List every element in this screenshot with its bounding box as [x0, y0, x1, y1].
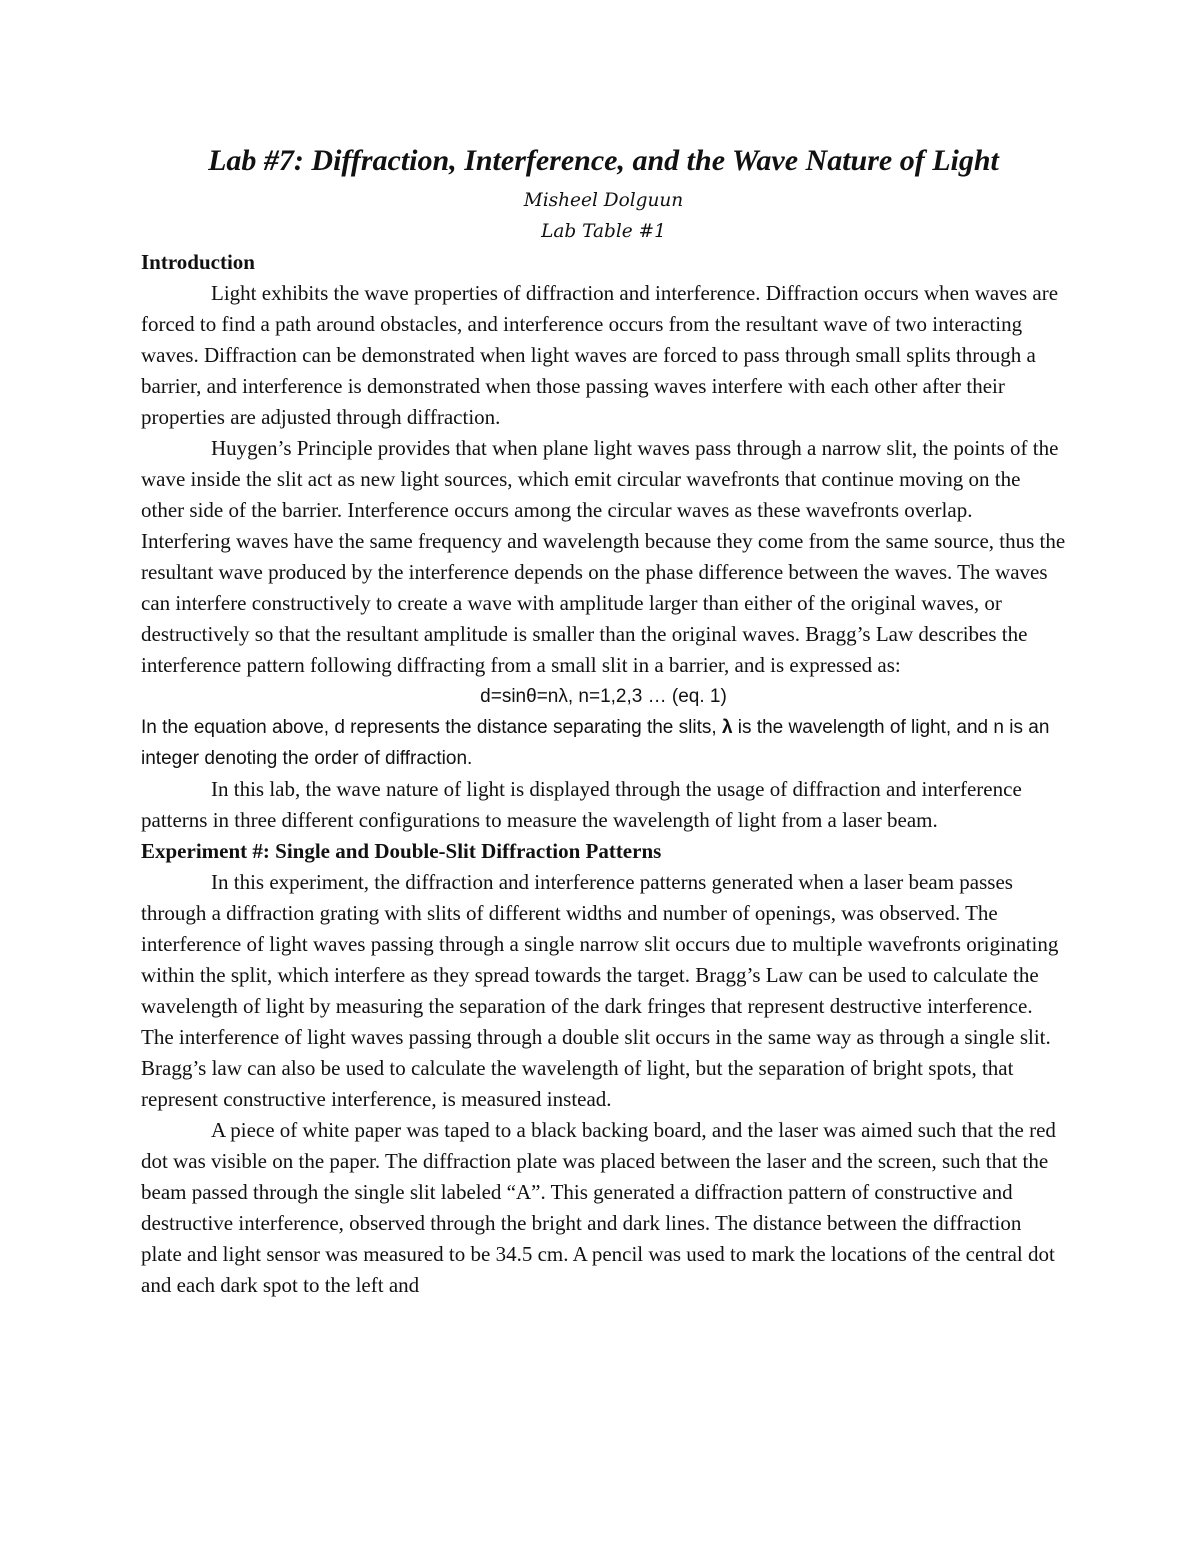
- introduction-heading: Introduction: [141, 250, 255, 274]
- equation-explanation-end: is the wavelength of light, and n is an integer denoting the order of diffraction.: [141, 717, 1050, 769]
- lambda-symbol: λ: [721, 717, 733, 738]
- experiment-paragraph-2: A piece of white paper was taped to a black backing board, and the laser was aimed such that the red dot was visible on the paper. The diffraction plate was placed between the laser and the screen, such that the beam passed through the single slit labeled “A”. This generated a diffraction pattern of constructive and destructive interference, observed through the bright and dark lines. The distance between the diffraction plate and light sensor was measured to be 34.5 cm. A pencil was used to mark the locations of the central dot and each dark spot to the left and: [141, 1118, 1056, 1297]
- introduction-paragraph-2: Huygen’s Principle provides that when plane light waves pass through a narrow slit, the points of the wave inside the slit act as new light sources, which emit circular wavefronts that continue moving on the other side of the barrier. Interference occurs among the circular waves as these wavefronts overlap. Interfering waves have the same frequency and wavelength because they come from the same source, thus the resultant wave produced by the interference depends on the phase difference between the waves. The waves can interfere constructively to create a wave with amplitude larger than either of the original waves, or destructively so that the resultant amplitude is smaller than the original waves. Bragg’s Law describes the interference pattern following diffracting from a small slit in a barrier, and is expressed as:: [141, 436, 1066, 677]
- equation-explanation: [141, 712, 1066, 774]
- document-title: Lab #7: Diffraction, Interference, and the Wave Nature of Light: [208, 144, 999, 177]
- author-name: Misheel Dolguun: [523, 190, 684, 211]
- experiment-paragraph-1: In this experiment, the diffraction and interference patterns generated when a laser beam passes through a diffraction grating with slits of different widths and number of openings, was observed. The interference of light waves passing through a single narrow slit occurs due to multiple wavefronts originating within the split, which interfere as they spread towards the target. Bragg’s Law can be used to calculate the wavelength of light by measuring the separation of the dark fringes that represent destructive interference. The interference of light waves passing through a double slit occurs in the same way as through a single slit. Bragg’s law can also be used to calculate the wavelength of light, but the separation of bright spots, that represent constructive interference, is measured instead.: [141, 870, 1059, 1111]
- document-content: [141, 143, 1066, 1301]
- introduction-paragraph-3: In this lab, the wave nature of light is displayed through the usage of diffraction and interference patterns in three different configurations to measure the wavelength of light from a laser beam.: [141, 777, 1022, 832]
- lab-table: Lab Table #1: [541, 221, 666, 242]
- bragg-equation: d=sinθ=nλ, n=1,2,3 … (eq. 1): [480, 686, 727, 707]
- experiment-heading: Experiment #: Single and Double-Slit Diffraction Patterns: [141, 839, 662, 863]
- introduction-paragraph-1: Light exhibits the wave properties of diffraction and interference. Diffraction occurs when waves are forced to find a path around obstacles, and interference occurs from the resultant wave of two interacting waves. Diffraction can be demonstrated when light waves are forced to pass through small splits through a barrier, and interference is demonstrated when those passing waves interfere with each other after their properties are adjusted through diffraction.: [141, 281, 1059, 429]
- equation-explanation-start: In the equation above, d represents the distance separating the slits,: [141, 717, 722, 738]
